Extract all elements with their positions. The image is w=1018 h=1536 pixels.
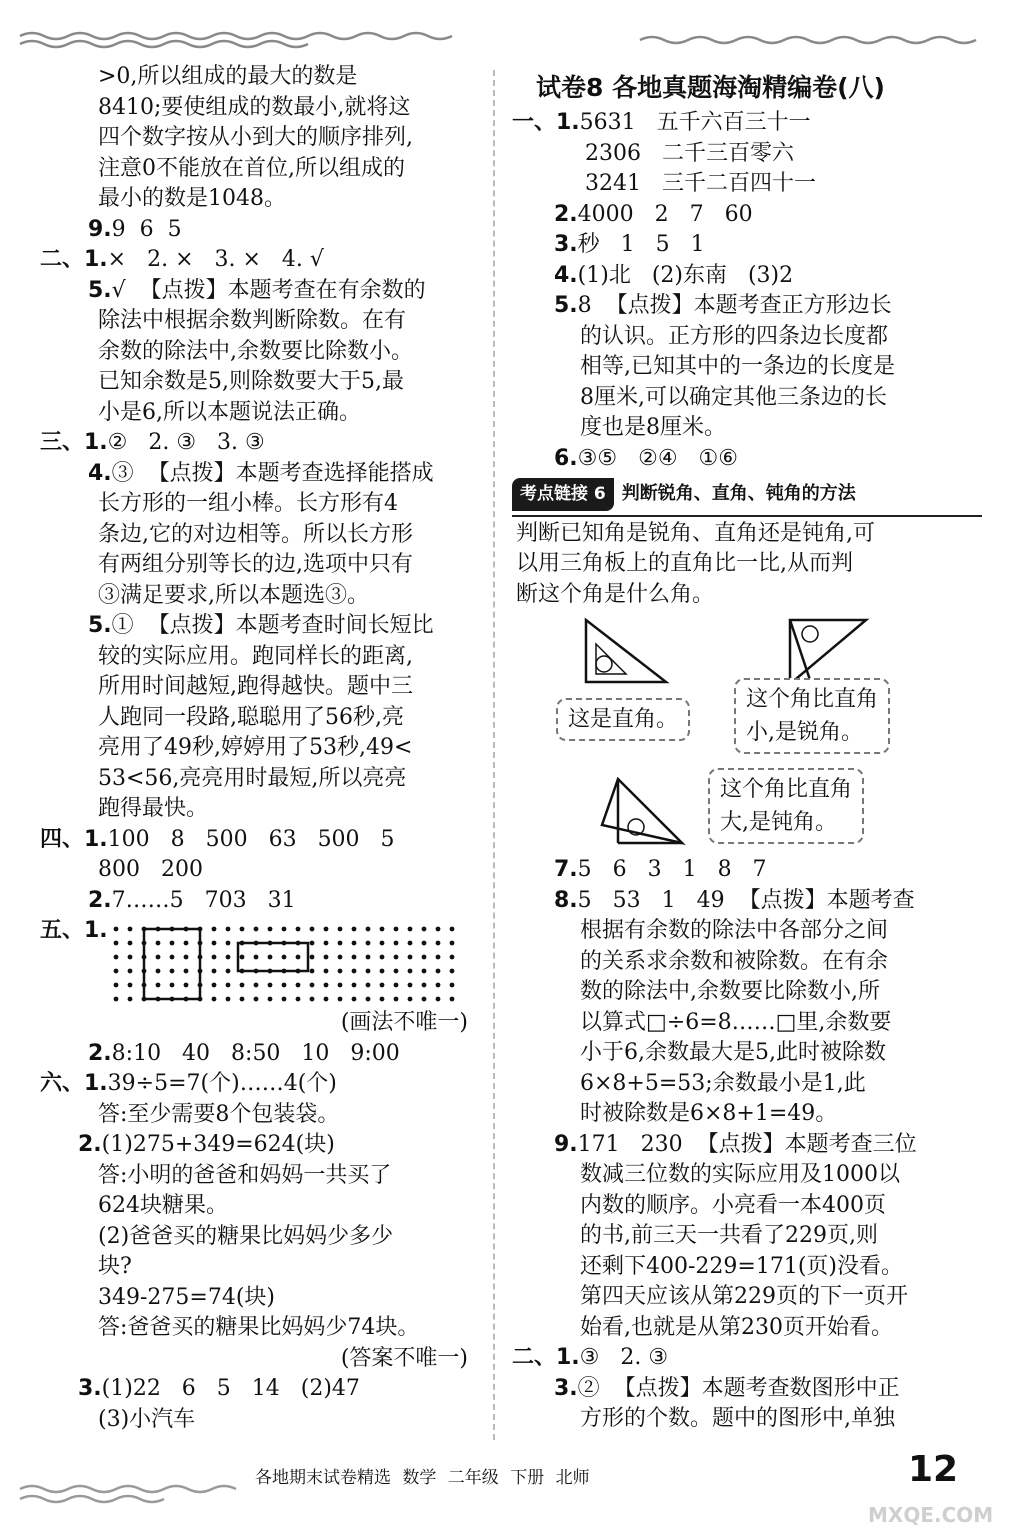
grid-dot xyxy=(240,955,245,960)
text-line: 第四天应该从第229页的下一页开 xyxy=(580,1284,908,1309)
grid-dot xyxy=(408,969,413,974)
answer-6-2: 2.(1)275+349=624(块) xyxy=(78,1132,335,1157)
grid-dot xyxy=(156,941,161,946)
grid-dot xyxy=(240,983,245,988)
bubble-right-angle: 这是直角。 xyxy=(556,698,690,741)
grid-dot xyxy=(226,927,231,932)
grid-dot xyxy=(128,941,133,946)
grid-dot xyxy=(226,983,231,988)
grid-dot xyxy=(436,941,441,946)
text-line: 8厘米,可以确定其他三条边的长 xyxy=(580,384,887,410)
answer-5-2: 2.8:10 40 8:50 10 9:00 xyxy=(88,1040,400,1066)
grid-dot xyxy=(450,969,455,974)
grid-dot xyxy=(436,969,441,974)
grid-dot xyxy=(310,955,315,960)
grid-dot xyxy=(114,997,119,1002)
text-line: 的关系求余数和被除数。在有余 xyxy=(580,948,889,974)
grid-dot xyxy=(240,997,245,1002)
text-line: 注意0不能放在首位,所以组成的 xyxy=(98,155,405,181)
text-line: 349-275=74(块) xyxy=(98,1284,276,1310)
text-line: 相等,已知其中的一条边的长度是 xyxy=(580,354,895,379)
grid-dot xyxy=(352,941,357,946)
text-line: 数的除法中,余数要比除数小,所 xyxy=(580,979,880,1004)
grid-dot xyxy=(324,983,329,988)
grid-dot xyxy=(366,997,371,1002)
grid-dot xyxy=(422,969,427,974)
text-line: 根据有余数的除法中各部分之间 xyxy=(580,918,889,943)
grid-dot xyxy=(296,997,301,1002)
text-line: 小于6,余数最大是5,此时被除数 xyxy=(580,1040,886,1065)
grid-dot xyxy=(366,969,371,974)
text-line: 以用三角板上的直角比一比,从而判 xyxy=(516,551,853,576)
answer-4-2: 2.7……5 703 31 xyxy=(88,887,296,913)
grid-dot xyxy=(450,997,455,1002)
grid-dot xyxy=(436,997,441,1002)
text-line: 的认识。正方形的四条边长度都 xyxy=(580,323,889,349)
text-line: 始看,也就是从第230页开始看。 xyxy=(580,1314,893,1340)
grid-dot xyxy=(338,997,343,1002)
grid-dot xyxy=(394,927,399,932)
note: (答案不唯一) xyxy=(340,1345,468,1371)
grid-dot xyxy=(422,955,427,960)
grid-dot xyxy=(380,997,385,1002)
text-line: 2306 二千三百零六 xyxy=(585,140,794,166)
text-line: 答:至少需要8个包装袋。 xyxy=(98,1101,340,1127)
grid-dot xyxy=(422,941,427,946)
grid-dot xyxy=(338,955,343,960)
grid-dot xyxy=(212,969,217,974)
grid-dot xyxy=(170,983,175,988)
grid-dot xyxy=(114,941,119,946)
grid-dot xyxy=(268,983,273,988)
grid-dot xyxy=(380,955,385,960)
grid-dot xyxy=(114,969,119,974)
column-divider xyxy=(493,70,495,1440)
grid-dot xyxy=(254,997,259,1002)
grid-dot xyxy=(282,927,287,932)
obtuse-angle-triangle-icon xyxy=(598,775,688,850)
grid-dot xyxy=(310,941,315,946)
text-line: 小是6,所以本题说法正确。 xyxy=(98,399,361,425)
grid-dot xyxy=(394,983,399,988)
grid-dot xyxy=(156,983,161,988)
grid-dot xyxy=(282,955,287,960)
section-heading: 二、1. xyxy=(40,247,108,272)
right-column xyxy=(512,68,982,1435)
grid-dot xyxy=(394,997,399,1002)
grid-dot xyxy=(436,955,441,960)
grid-dot xyxy=(324,969,329,974)
grid-dot xyxy=(184,941,189,946)
grid-dot xyxy=(156,969,161,974)
grid-dot xyxy=(170,969,175,974)
section-2: 二、1.× 2. × 3. × 4. √ xyxy=(40,247,324,272)
text-line: (3)小汽车 xyxy=(98,1406,196,1432)
grid-dot xyxy=(366,955,371,960)
grid-dot xyxy=(380,983,385,988)
answer-1-2: 2.4000 2 7 60 xyxy=(554,201,753,227)
text-line: 已知余数是5,则除数要大于5,最 xyxy=(98,369,404,394)
text-line: 答:爸爸买的糖果比妈妈少74块。 xyxy=(98,1315,420,1340)
grid-dot xyxy=(408,997,413,1002)
section-heading: 五、1. xyxy=(40,918,108,943)
text-line: 最小的数是1048。 xyxy=(98,186,286,211)
grid-dot xyxy=(422,983,427,988)
grid-dot xyxy=(296,955,301,960)
angle-illustration xyxy=(512,610,982,855)
grid-dot xyxy=(422,997,427,1002)
answer-1-9: 9.171 230 【点拨】本题考查三位 xyxy=(554,1131,917,1157)
grid-dot xyxy=(324,997,329,1002)
tip-header xyxy=(512,478,982,511)
text-line: 答:小明的爸爸和妈妈一共买了 xyxy=(98,1162,392,1188)
grid-dot xyxy=(212,927,217,932)
section-5 xyxy=(40,916,480,1008)
grid-dot xyxy=(380,969,385,974)
text-line: 800 200 xyxy=(98,857,203,882)
text-line: 还剩下400-229=171(页)没看。 xyxy=(580,1253,904,1279)
answer-3-4: 4.③ 【点拨】本题考查选择能搭成 xyxy=(88,460,434,486)
tip-badge: 考点链接 6 xyxy=(512,478,614,511)
right-angle-triangle-icon xyxy=(582,616,672,686)
grid-dot xyxy=(282,983,287,988)
watermark: MXQE.COM xyxy=(868,1503,994,1527)
text-line: 跑得最快。 xyxy=(98,796,209,821)
text-line: (2)爸爸买的糖果比妈妈少多少 xyxy=(98,1223,394,1249)
grid-dot xyxy=(324,941,329,946)
section-heading: 一、1. xyxy=(512,110,580,135)
grid-dot xyxy=(450,927,455,932)
grid-dot xyxy=(450,941,455,946)
grid-dot xyxy=(212,941,217,946)
answer-1-5: 5.8 【点拨】本题考查正方形边长 xyxy=(554,293,892,318)
text-line: 较的实际应用。跑同样长的距离, xyxy=(98,643,413,669)
text-line: 以算式□÷6=8……□里,余数要 xyxy=(580,1009,892,1035)
text-line: 余数的除法中,余数要比除数小。 xyxy=(98,338,413,364)
grid-dot xyxy=(380,927,385,932)
section-2-right: 二、1.③ 2. ③ xyxy=(512,1345,669,1370)
grid-dot xyxy=(450,955,455,960)
grid-dot xyxy=(268,997,273,1002)
grid-dot xyxy=(338,941,343,946)
grid-dot xyxy=(408,941,413,946)
grid-dot xyxy=(128,955,133,960)
text-line: 8410;要使组成的数最小,就将这 xyxy=(98,94,411,120)
text-line: >0,所以组成的最大的数是 xyxy=(98,64,358,89)
tip-box xyxy=(512,515,982,611)
grid-dot xyxy=(282,997,287,1002)
text-line: 数减三位数的实际应用及1000以 xyxy=(580,1162,900,1187)
grid-dot xyxy=(310,997,315,1002)
grid-dot xyxy=(184,955,189,960)
grid-dot xyxy=(338,969,343,974)
grid-dot xyxy=(226,955,231,960)
answer-3-5: 5.① 【点拨】本题考查时间长短比 xyxy=(88,613,434,638)
grid-dot xyxy=(450,983,455,988)
text-line: 3241 三千二百四十一 xyxy=(585,171,816,196)
grid-dot xyxy=(380,941,385,946)
grid-dot xyxy=(114,927,119,932)
grid-dot xyxy=(408,955,413,960)
grid-dot xyxy=(338,983,343,988)
bubble-acute-angle: 这个角比直角 小,是锐角。 xyxy=(734,678,890,754)
grid-dot xyxy=(254,983,259,988)
text-line: 内数的顺序。小亮看一本400页 xyxy=(580,1192,886,1218)
footer-text: 各地期末试卷精选 数学 二年级 下册 北师 xyxy=(255,1468,590,1488)
section-heading: 二、1. xyxy=(512,1345,580,1370)
grid-dot xyxy=(184,983,189,988)
grid-dot xyxy=(366,941,371,946)
tip-title: 判断锐角、直角、钝角的方法 xyxy=(621,483,856,504)
grid-dot xyxy=(408,983,413,988)
text-line: 四个数字按从小到大的顺序排列, xyxy=(98,125,413,150)
grid-dot xyxy=(128,997,133,1002)
grid-dot xyxy=(170,941,175,946)
section-1: 一、1.5631 五千六百三十一 xyxy=(512,110,811,135)
text-line: 度也是8厘米。 xyxy=(580,415,726,440)
grid-dot xyxy=(226,941,231,946)
grid-dot xyxy=(324,927,329,932)
section-6: 六、1.39÷5=7(个)……4(个) xyxy=(40,1071,337,1096)
grid-dot xyxy=(114,983,119,988)
answer-1-3: 3.秒 1 5 1 xyxy=(554,232,705,257)
grid-dot xyxy=(128,969,133,974)
grid-dot xyxy=(296,983,301,988)
grid-dot xyxy=(212,955,217,960)
page-footer xyxy=(0,1449,1018,1536)
grid-dot xyxy=(212,997,217,1002)
note: (画法不唯一) xyxy=(340,1010,468,1035)
grid-dot xyxy=(352,955,357,960)
top-decoration xyxy=(0,0,1018,60)
section-heading: 六、1. xyxy=(40,1071,108,1096)
dot-grid-figure xyxy=(104,920,480,1008)
grid-dot xyxy=(408,927,413,932)
answer-1-7: 7.5 6 3 1 8 7 xyxy=(554,857,767,882)
left-column xyxy=(40,62,480,1435)
text-line: 块? xyxy=(98,1254,132,1279)
page-title: 试卷8 各地真题海淘精编卷(八) xyxy=(536,73,885,102)
grid-dot xyxy=(394,969,399,974)
answer-1-4: 4.(1)北 (2)东南 (3)2 xyxy=(554,262,794,288)
grid-dot xyxy=(254,927,259,932)
section-heading: 三、1. xyxy=(40,430,108,455)
grid-dot xyxy=(366,927,371,932)
section-3: 三、1.② 2. ③ 3. ③ xyxy=(40,430,265,455)
grid-dot xyxy=(226,997,231,1002)
text-line: 的书,前三天一共看了229页,则 xyxy=(580,1223,878,1248)
text-line: 人跑同一段路,聪聪用了56秒,亮 xyxy=(98,704,404,730)
grid-dot xyxy=(310,927,315,932)
text-line: 条边,它的对边相等。所以长方形 xyxy=(98,521,413,547)
grid-dot xyxy=(128,927,133,932)
grid-dot xyxy=(268,955,273,960)
page-number: 12 xyxy=(908,1449,959,1490)
text-line: 方形的个数。题中的图形中,单独 xyxy=(580,1406,895,1431)
text-line: 判断已知角是锐角、直角还是钝角,可 xyxy=(516,520,875,546)
bubble-obtuse-angle: 这个角比直角 大,是钝角。 xyxy=(708,768,864,844)
grid-dot xyxy=(436,983,441,988)
grid-dot xyxy=(156,955,161,960)
grid-dot xyxy=(254,955,259,960)
grid-dot xyxy=(296,927,301,932)
grid-dot xyxy=(422,927,427,932)
grid-dot xyxy=(212,983,217,988)
answer-2-5: 5.√ 【点拨】本题考查在有余数的 xyxy=(88,277,426,303)
grid-dot xyxy=(128,983,133,988)
grid-dot xyxy=(226,969,231,974)
text-line: 有两组分别等长的边,选项中只有 xyxy=(98,552,413,577)
answer-1-6: 6.③⑤ ②④ ①⑥ xyxy=(554,445,738,471)
grid-dot xyxy=(310,969,315,974)
text-line: ③满足要求,所以本题选③。 xyxy=(98,582,369,608)
answer-9: 9.9 6 5 xyxy=(88,216,182,242)
grid-dot xyxy=(114,955,119,960)
answer-1-8: 8.5 53 1 49 【点拨】本题考查 xyxy=(554,887,915,913)
grid-dot xyxy=(170,955,175,960)
grid-dot xyxy=(436,927,441,932)
text-line: 53<56,亮亮用时最短,所以亮亮 xyxy=(98,765,407,791)
grid-dot xyxy=(184,969,189,974)
section-4: 四、1.100 8 500 63 500 5 xyxy=(40,826,395,852)
text-line: 长方形的一组小棒。长方形有4 xyxy=(98,491,398,516)
section-heading: 四、1. xyxy=(40,826,108,852)
grid-dot xyxy=(240,927,245,932)
text-line: 除法中根据余数判断除数。在有 xyxy=(98,308,407,333)
grid-dot xyxy=(394,955,399,960)
grid-dot xyxy=(352,969,357,974)
text-line: 6×8+5=53;余数最小是1,此 xyxy=(580,1070,866,1096)
grid-dot xyxy=(366,983,371,988)
text-line: 断这个角是什么角。 xyxy=(516,581,715,607)
text-line: 亮用了49秒,婷婷用了53秒,49< xyxy=(98,735,413,760)
grid-dot xyxy=(338,927,343,932)
grid-dot xyxy=(352,997,357,1002)
grid-dot xyxy=(352,927,357,932)
answer-2-3: 3.② 【点拨】本题考查数图形中正 xyxy=(554,1375,900,1401)
grid-dot xyxy=(394,941,399,946)
grid-dot xyxy=(324,955,329,960)
answer-6-3: 3.(1)22 6 5 14 (2)47 xyxy=(78,1376,360,1401)
grid-dot xyxy=(268,927,273,932)
text-line: 时被除数是6×8+1=49。 xyxy=(580,1101,838,1126)
text-line: 所用时间越短,跑得越快。题中三 xyxy=(98,674,413,699)
grid-dot xyxy=(310,983,315,988)
text-line: 624块糖果。 xyxy=(98,1193,228,1218)
grid-dot xyxy=(352,983,357,988)
